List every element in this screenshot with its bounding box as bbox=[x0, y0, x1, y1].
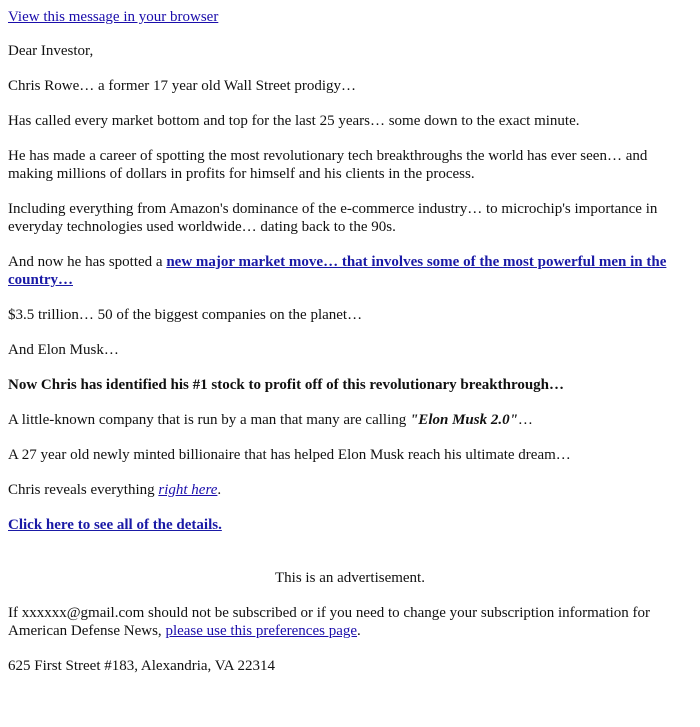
paragraph-trillion: $3.5 trillion… 50 of the biggest companies on the planet… bbox=[8, 307, 363, 323]
paragraph-number-one-stock: Now Chris has identified his #1 stock to profit off of this revolutionary breakthrough… bbox=[8, 377, 565, 393]
greeting: Dear Investor, bbox=[8, 43, 94, 59]
reveals-prefix: Chris reveals everything bbox=[8, 482, 159, 498]
view-in-browser-link[interactable]: View this message in your browser bbox=[8, 9, 219, 25]
reveals-suffix: . bbox=[217, 482, 222, 498]
paragraph-elon: And Elon Musk… bbox=[8, 342, 119, 358]
paragraph-billionaire: A 27 year old newly minted billionaire that has helped Elon Musk reach his ultimate dream… bbox=[8, 447, 571, 463]
market-move-link[interactable]: new major market move… that involves some of the most powerful men in the country… bbox=[8, 254, 667, 288]
see-details-link[interactable]: Click here to see all of the details. bbox=[8, 517, 222, 533]
right-here-link[interactable]: right here bbox=[158, 482, 218, 498]
advertisement-notice: This is an advertisement. bbox=[275, 570, 425, 586]
subscription-text: If xxxxxx@gmail.com should not be subscribed or if you need to change your subscription information for American Defense News, bbox=[8, 605, 651, 639]
paragraph-career: He has made a career of spotting the most revolutionary tech breakthroughs the world has ever seen… and making millions of dollars in profits for himself and his clients in the process. bbox=[8, 148, 648, 182]
paragraph-prodigy: Chris Rowe… a former 17 year old Wall Street prodigy… bbox=[8, 78, 357, 94]
browser-link-row bbox=[8, 8, 692, 26]
paragraph-history: Including everything from Amazon's dominance of the e-commerce industry… to microchip's importance in everyday technologies used worldwide… dating back to the 90s. bbox=[8, 201, 658, 235]
paragraph-company bbox=[8, 411, 692, 429]
subscription-suffix: . bbox=[357, 623, 361, 639]
company-suffix: … bbox=[517, 412, 533, 428]
paragraph-reveals bbox=[8, 481, 692, 499]
subscription-notice bbox=[8, 604, 692, 640]
mailing-address: 625 First Street #183, Alexandria, VA 22314 bbox=[8, 658, 275, 674]
paragraph-market-calls: Has called every market bottom and top for the last 25 years… some down to the exact minute. bbox=[8, 113, 580, 129]
elon-musk-2-quote: "Elon Musk 2.0" bbox=[409, 412, 518, 428]
preferences-page-link[interactable]: please use this preferences page bbox=[165, 623, 358, 639]
company-prefix: A little-known company that is run by a man that many are calling bbox=[8, 412, 410, 428]
market-move-prefix: And now he has spotted a bbox=[8, 254, 167, 270]
paragraph-market-move bbox=[8, 253, 692, 289]
cta-row bbox=[8, 516, 692, 534]
